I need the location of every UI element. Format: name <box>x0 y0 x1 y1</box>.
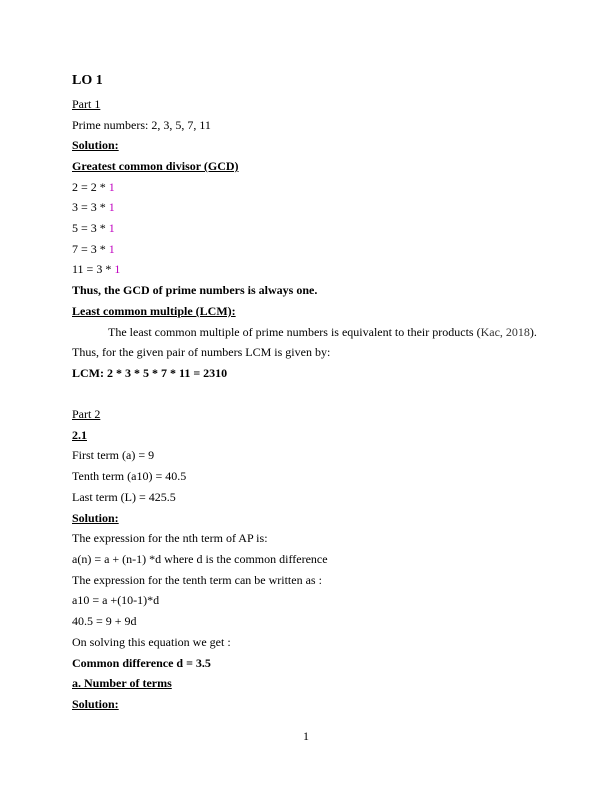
common-difference: Common difference d = 3.5 <box>72 656 211 670</box>
gcd-heading: Greatest common divisor (GCD) <box>72 159 239 173</box>
num-terms-heading: a. Number of terms <box>72 676 172 690</box>
tenth-values: 40.5 = 9 + 9d <box>72 614 137 628</box>
heading-lo1: LO 1 <box>72 73 103 88</box>
last-term: Last term (L) = 425.5 <box>72 490 176 504</box>
lcm-result: LCM: 2 * 3 * 5 * 7 * 11 = 2310 <box>72 366 228 380</box>
part2-label: Part 2 <box>72 407 101 421</box>
tenth-formula: a10 = a +(10-1)*d <box>72 593 160 607</box>
solving-line: On solving this equation we get : <box>72 635 231 649</box>
gcd-row: 3 = 3 * 1 <box>72 200 115 214</box>
lcm-line: Thus, for the given pair of numbers LCM is given by: <box>72 345 331 359</box>
primes-line: Prime numbers: 2, 3, 5, 7, 11 <box>72 118 211 132</box>
nth-intro: The expression for the nth term of AP is: <box>72 531 268 545</box>
gcd-row: 7 = 3 * 1 <box>72 242 115 256</box>
gcd-row: 5 = 3 * 1 <box>72 221 115 235</box>
gcd-conclusion: Thus, the GCD of prime numbers is always one. <box>72 283 318 297</box>
nth-formula: a(n) = a + (n-1) *d where d is the common difference <box>72 552 328 566</box>
tenth-intro: The expression for the tenth term can be written as : <box>72 573 322 587</box>
solution-label-3: Solution: <box>72 697 119 711</box>
solution-label: Solution: <box>72 138 119 152</box>
solution-label-2: Solution: <box>72 511 119 525</box>
gcd-row: 11 = 3 * 1 <box>72 262 121 276</box>
first-term: First term (a) = 9 <box>72 448 155 462</box>
gcd-row: 2 = 2 * 1 <box>72 180 115 194</box>
lcm-paragraph: The least common multiple of prime numbers is equivalent to their products (Kac, 2018). <box>108 325 537 339</box>
page-number: 1 <box>303 729 309 743</box>
lcm-heading: Least common multiple (LCM): <box>72 304 236 318</box>
part1-label: Part 1 <box>72 97 101 111</box>
section-2-1: 2.1 <box>72 428 87 442</box>
citation: Kac, 2018 <box>480 325 530 339</box>
tenth-term: Tenth term (a10) = 40.5 <box>72 469 187 483</box>
